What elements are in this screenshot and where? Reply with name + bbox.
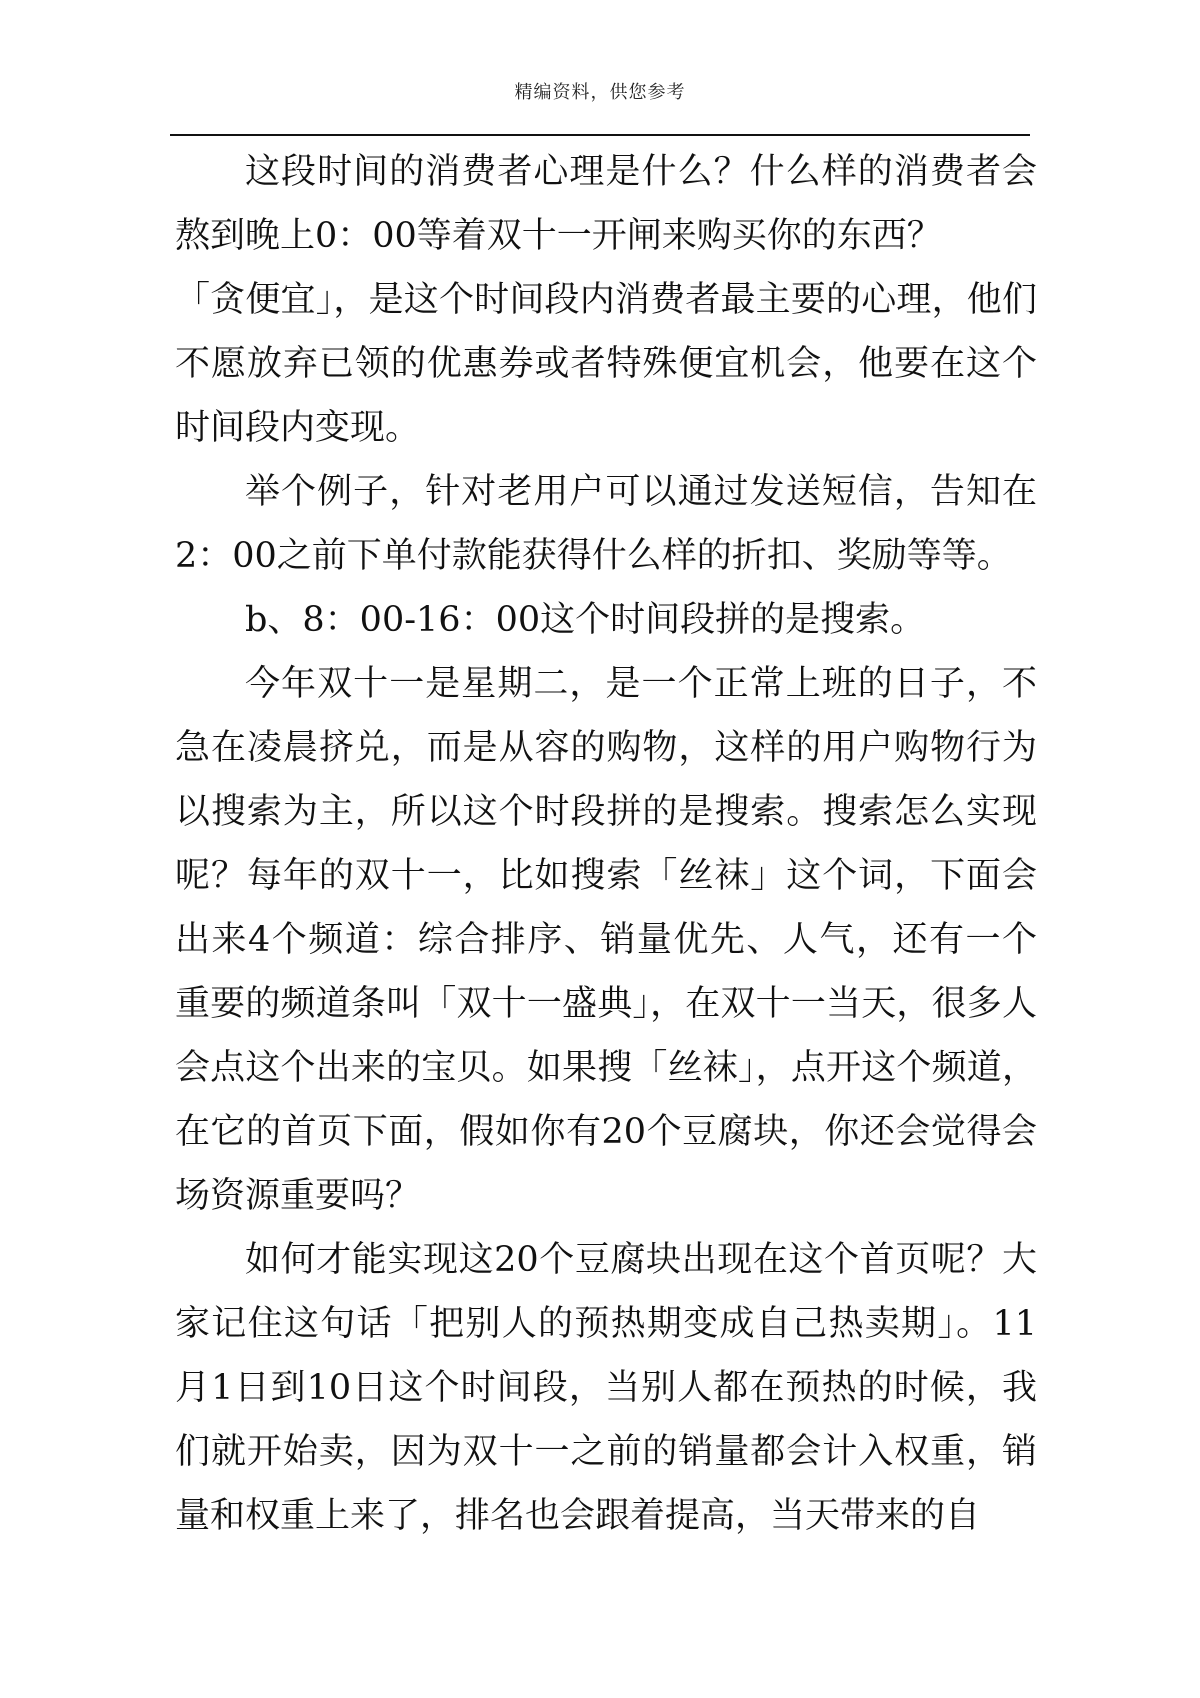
paragraph-6: 如何才能实现这20个豆腐块出现在这个首页呢？大家记住这句话「把别人的预热期变成自己热卖期」。11月1日到10日这个时间段，当别人都在预热的时候，我们就开始卖，因为双十一之前的销量都会计入权重，销量和权重上来了，排名也会跟着提高，当天带来的自 bbox=[175, 1240, 1037, 1536]
paragraph-2: 「贪便宜」，是这个时间段内消费者最主要的心理，他们不愿放弃已领的优惠券或者特殊便宜机会，他要在这个时间段内变现。 bbox=[175, 280, 1037, 448]
paragraph-5: 今年双十一是星期二，是一个正常上班的日子，不急在凌晨挤兑，而是从容的购物，这样的用户购物行为以搜索为主，所以这个时段拼的是搜索。搜索怎么实现呢？每年的双十一，比如搜索「丝袜」这个词，下面会出来4个频道：综合排序、销量优先、人气，还有一个重要的频道条叫「双十一盛典」，在双十一当天，很多人会点这个出来的宝贝。如果搜「丝袜」，点开这个频道，在它的首页下面，假如你有20个豆腐块，你还会觉得会场资源重要吗？ bbox=[175, 664, 1037, 1216]
page-header: 精编资料，供您参考 bbox=[514, 82, 686, 103]
paragraph-3: 举个例子，针对老用户可以通过发送短信，告知在2：00之前下单付款能获得什么样的折扣、奖励等等。 bbox=[175, 472, 1037, 576]
paragraph-1: 这段时间的消费者心理是什么？什么样的消费者会熬到晚上0：00等着双十一开闸来购买你的东西？ bbox=[175, 152, 1037, 256]
paragraph-4: b、8：00-16：00这个时间段拼的是搜索。 bbox=[245, 600, 926, 640]
header-divider bbox=[170, 134, 1030, 136]
document-body bbox=[175, 140, 1037, 1548]
